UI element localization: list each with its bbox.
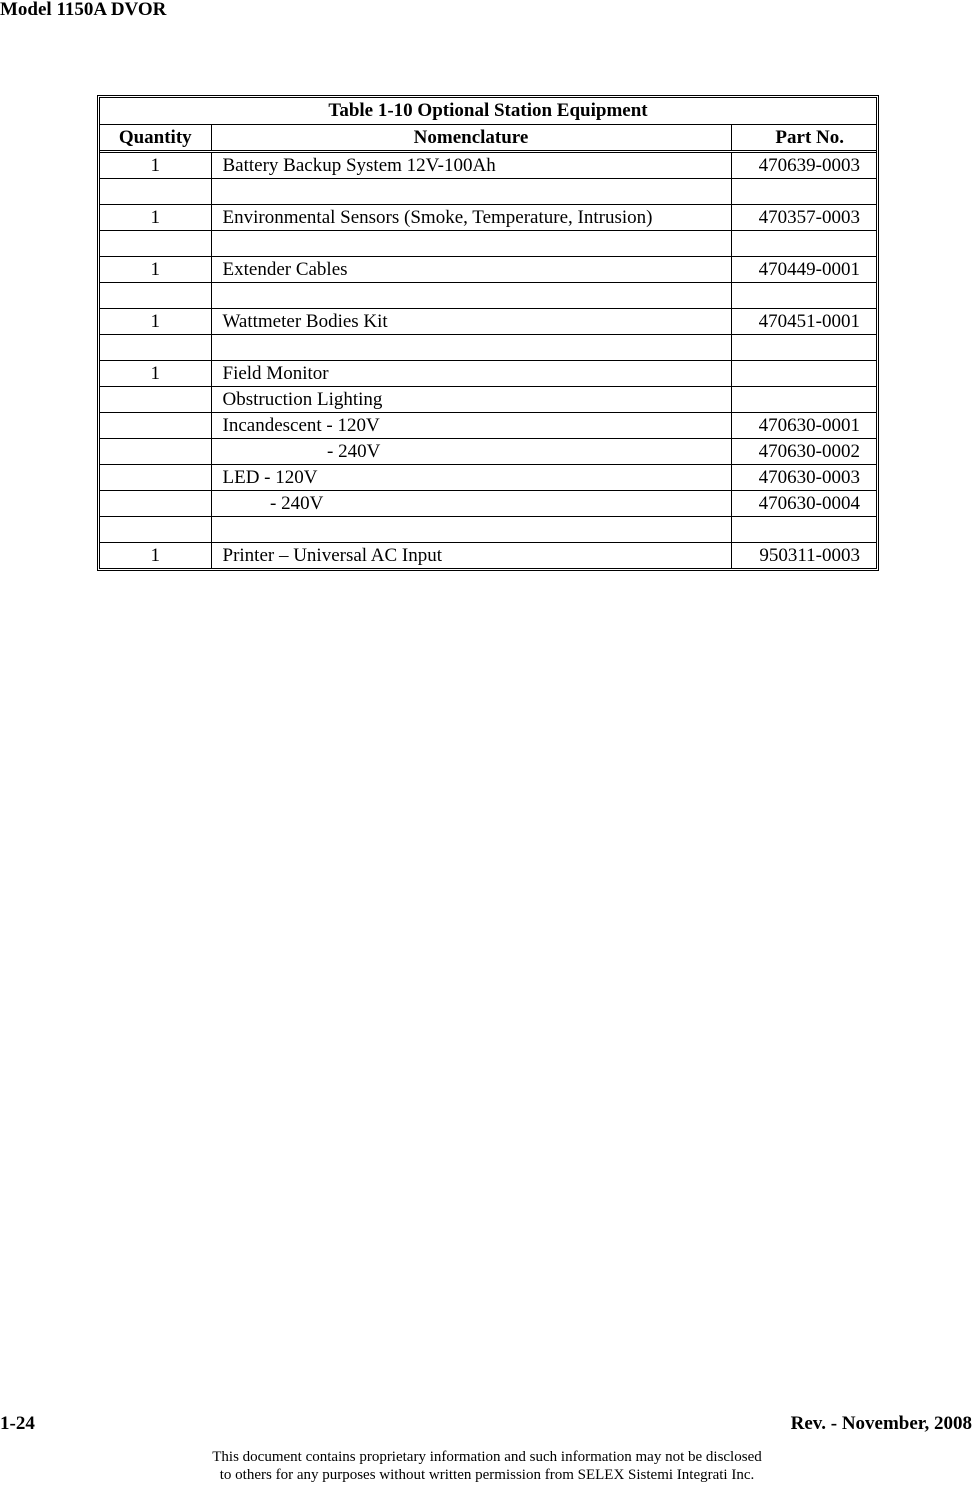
cell-quantity: 1 (100, 309, 211, 335)
table-row (100, 283, 876, 309)
cell-nomenclature: Wattmeter Bodies Kit (211, 309, 731, 335)
cell-quantity (100, 439, 211, 465)
cell-quantity (100, 465, 211, 491)
cell-quantity (100, 413, 211, 439)
table-row (100, 361, 876, 387)
column-header-nomenclature: Nomenclature (211, 125, 731, 152)
table-row (100, 152, 876, 179)
cell-part-no (731, 231, 876, 257)
table-row (100, 205, 876, 231)
footer-proprietary-notice (0, 1448, 974, 1484)
cell-quantity (100, 335, 211, 361)
cell-part-no: 470630-0002 (731, 439, 876, 465)
cell-part-no (731, 283, 876, 309)
cell-nomenclature: Printer – Universal AC Input (211, 543, 731, 569)
table-row (100, 517, 876, 543)
table-body (100, 152, 876, 569)
table-row (100, 439, 876, 465)
cell-part-no: 470449-0001 (731, 257, 876, 283)
cell-part-no (731, 387, 876, 413)
cell-quantity (100, 283, 211, 309)
cell-nomenclature (211, 335, 731, 361)
footer-revision: Rev. - November, 2008 (790, 1413, 972, 1434)
column-header-quantity: Quantity (100, 125, 211, 152)
table-row (100, 387, 876, 413)
document-header-title: Model 1150A DVOR (0, 0, 167, 20)
table-row (100, 491, 876, 517)
cell-quantity: 1 (100, 543, 211, 569)
table-row (100, 543, 876, 569)
optional-equipment-table-frame (97, 95, 879, 571)
cell-part-no: 470451-0001 (731, 309, 876, 335)
table-row (100, 231, 876, 257)
cell-part-no: 470630-0003 (731, 465, 876, 491)
footer-notice-line-2: to others for any purposes without written permission from SELEX Sistemi Integrati Inc. (219, 1467, 755, 1483)
cell-quantity: 1 (100, 257, 211, 283)
cell-nomenclature: Extender Cables (211, 257, 731, 283)
cell-part-no (731, 335, 876, 361)
cell-nomenclature: LED - 120V (211, 465, 731, 491)
table-row (100, 465, 876, 491)
cell-quantity (100, 491, 211, 517)
cell-nomenclature (211, 179, 731, 205)
cell-part-no: 470639-0003 (731, 152, 876, 179)
table-caption-row (100, 98, 876, 125)
cell-quantity: 1 (100, 361, 211, 387)
table-row (100, 257, 876, 283)
cell-quantity (100, 517, 211, 543)
cell-nomenclature (211, 231, 731, 257)
cell-nomenclature: Obstruction Lighting (211, 387, 731, 413)
footer-notice-line-1: This document contains proprietary information and such information may not be disclosed (212, 1449, 762, 1465)
cell-part-no: 470630-0004 (731, 491, 876, 517)
cell-nomenclature: Environmental Sensors (Smoke, Temperature, Intrusion) (211, 205, 731, 231)
cell-part-no: 470357-0003 (731, 205, 876, 231)
table-row (100, 335, 876, 361)
column-header-part-no: Part No. (731, 125, 876, 152)
cell-part-no: 950311-0003 (731, 543, 876, 569)
cell-nomenclature: Field Monitor (211, 361, 731, 387)
table-header-row (100, 125, 876, 152)
table-caption: Table 1-10 Optional Station Equipment (100, 98, 876, 125)
table-row (100, 413, 876, 439)
cell-quantity: 1 (100, 205, 211, 231)
cell-part-no (731, 517, 876, 543)
cell-part-no (731, 361, 876, 387)
cell-nomenclature (211, 283, 731, 309)
cell-nomenclature (211, 517, 731, 543)
cell-quantity (100, 231, 211, 257)
cell-nomenclature: Battery Backup System 12V-100Ah (211, 152, 731, 179)
cell-nomenclature: - 240V (211, 491, 731, 517)
cell-quantity (100, 387, 211, 413)
footer-page-number: 1-24 (0, 1413, 35, 1434)
cell-part-no: 470630-0001 (731, 413, 876, 439)
cell-part-no (731, 179, 876, 205)
cell-nomenclature: - 240V (211, 439, 731, 465)
cell-nomenclature: Incandescent - 120V (211, 413, 731, 439)
optional-equipment-table (100, 98, 876, 568)
cell-quantity (100, 179, 211, 205)
table-row (100, 309, 876, 335)
table-row (100, 179, 876, 205)
cell-quantity: 1 (100, 152, 211, 179)
